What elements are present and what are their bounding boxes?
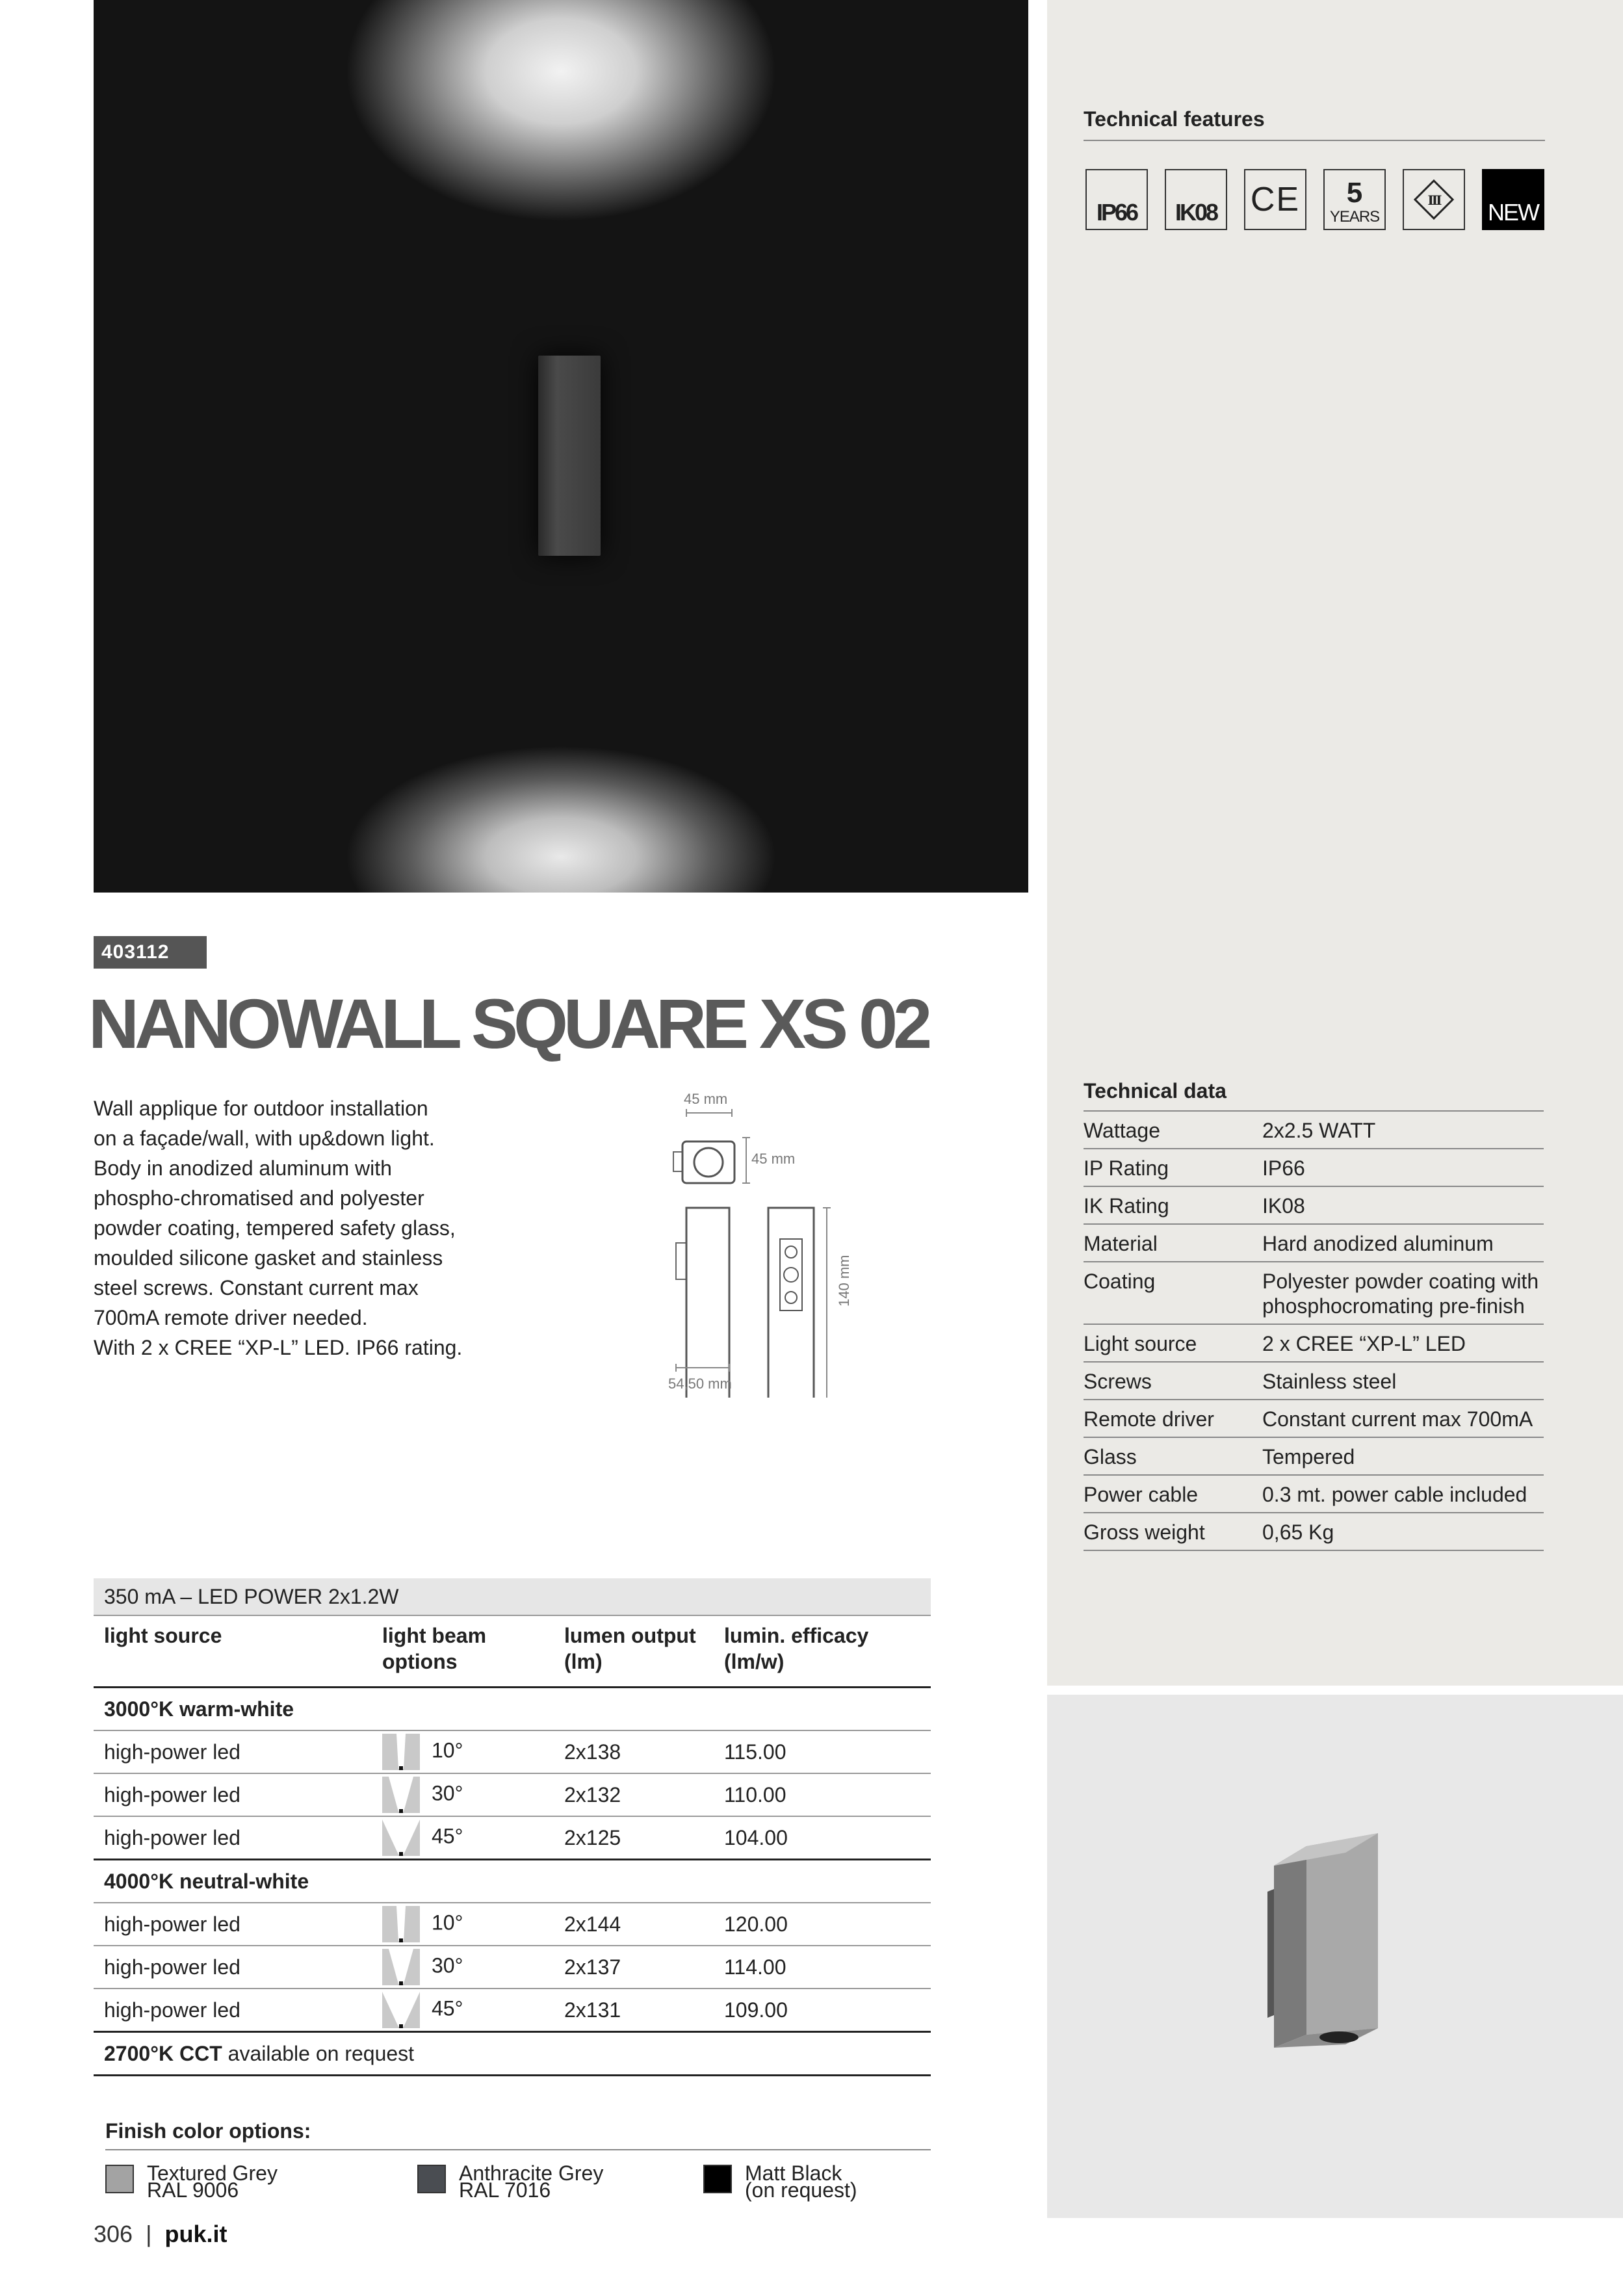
beam-10-icon (382, 1734, 420, 1770)
beam-angle: 10° (432, 1911, 463, 1935)
table-row (94, 1730, 931, 1773)
lumen-output: 2x132 (554, 1773, 714, 1816)
efficacy: 110.00 (714, 1773, 931, 1816)
spec-value: IP66 (1262, 1149, 1544, 1186)
desc-line: Wall applique for outdoor installation (94, 1097, 428, 1120)
light-source: high-power led (94, 1946, 372, 1989)
hero-photo (94, 0, 1028, 893)
table-row (1084, 1400, 1544, 1437)
led-table-heading: 350 mA – LED POWER 2x1.2W (94, 1578, 931, 1615)
spec-value: 0.3 mt. power cable included (1262, 1475, 1544, 1513)
spec-key: IK Rating (1084, 1186, 1262, 1224)
dim-depth-label: 54,50 mm (668, 1376, 732, 1392)
efficacy: 104.00 (714, 1816, 931, 1860)
technical-data-title: Technical data (1084, 1079, 1227, 1102)
new-badge-label: NEW (1488, 199, 1539, 226)
desc-line: on a façade/wall, with up&down light. (94, 1127, 435, 1150)
spec-key: Wattage (1084, 1111, 1262, 1149)
table-row (1084, 1437, 1544, 1475)
spec-value: Hard anodized aluminum (1262, 1224, 1544, 1262)
spec-key: Screws (1084, 1362, 1262, 1400)
color-swatch (105, 2165, 134, 2193)
spec-value: IK08 (1262, 1186, 1544, 1224)
spec-key: Glass (1084, 1437, 1262, 1475)
new-badge (1482, 169, 1544, 230)
spec-value: 0,65 Kg (1262, 1513, 1544, 1550)
lumen-output: 2x137 (554, 1946, 714, 1989)
finish-name: Anthracite Grey (459, 2161, 604, 2185)
finish-ral: RAL 9006 (147, 2178, 239, 2202)
desc-line: 700mA remote driver needed. (94, 1306, 368, 1329)
finish-option (703, 2161, 857, 2202)
product-description (94, 1093, 562, 1363)
spec-value: 2 x CREE “XP-L” LED (1262, 1324, 1544, 1362)
warranty-years-label: YEARS (1329, 208, 1380, 226)
spec-key: Material (1084, 1224, 1262, 1262)
efficacy: 114.00 (714, 1946, 931, 1989)
color-swatch (417, 2165, 446, 2193)
product-code: 403112 (94, 936, 207, 969)
table-row (1084, 1262, 1544, 1324)
light-source: high-power led (94, 1903, 372, 1946)
table-row (94, 1773, 931, 1816)
table-row (1084, 1324, 1544, 1362)
color-swatch (703, 2165, 732, 2193)
beam-30-icon (382, 1949, 420, 1985)
fixture-on-wall (538, 356, 601, 556)
light-source: high-power led (94, 1773, 372, 1816)
lumen-output: 2x138 (554, 1730, 714, 1773)
table-row (1084, 1111, 1544, 1149)
lumen-output: 2x131 (554, 1989, 714, 2032)
table-row (1084, 1475, 1544, 1513)
finish-name: Textured Grey (147, 2161, 278, 2185)
beam-angle: 10° (432, 1738, 463, 1762)
table-footnote (94, 2032, 931, 2076)
technical-data-table (1084, 1110, 1544, 1551)
spec-key: Coating (1084, 1262, 1262, 1324)
column-header: lumen output (lm) (554, 1615, 714, 1688)
finish-options-title: Finish color options: (105, 2119, 311, 2143)
table-row (1084, 1186, 1544, 1224)
desc-line: steel screws. Constant current max (94, 1276, 419, 1299)
efficacy: 109.00 (714, 1989, 931, 2032)
page-number: 306 (94, 2221, 133, 2247)
footnote-bold: 2700°K CCT (104, 2041, 222, 2065)
warranty-badge (1323, 169, 1386, 230)
class-iii-icon (1403, 169, 1465, 230)
light-source: high-power led (94, 1989, 372, 2032)
beam-45-icon (382, 1820, 420, 1856)
led-power-table (94, 1578, 931, 2076)
efficacy: 120.00 (714, 1903, 931, 1946)
spec-key: IP Rating (1084, 1149, 1262, 1186)
product-title: NANOWALL SQUARE XS 02 (88, 984, 928, 1063)
ip66-badge (1085, 169, 1148, 230)
warranty-years-number: 5 (1346, 177, 1363, 209)
desc-line: With 2 x CREE “XP-L” LED. IP66 rating. (94, 1336, 463, 1359)
desc-line: moulded silicone gasket and stainless (94, 1246, 443, 1270)
table-row (94, 1989, 931, 2032)
group-label: 3000°K warm-white (94, 1688, 931, 1731)
table-row (1084, 1224, 1544, 1262)
lumen-output: 2x144 (554, 1903, 714, 1946)
table-row (1084, 1149, 1544, 1186)
technical-drawing (656, 1092, 890, 1398)
light-source: high-power led (94, 1816, 372, 1860)
finish-ral: RAL 7016 (459, 2178, 551, 2202)
table-row (94, 1946, 931, 1989)
spec-value: Tempered (1262, 1437, 1544, 1475)
features-title: Technical features (1084, 107, 1265, 131)
site-link[interactable]: puk.it (164, 2221, 227, 2247)
spec-key: Gross weight (1084, 1513, 1262, 1550)
column-header: lumin. efficacy (lm/w) (714, 1615, 931, 1688)
group-label: 4000°K neutral-white (94, 1860, 931, 1903)
desc-line: powder coating, tempered safety glass, (94, 1216, 456, 1240)
finish-name: Matt Black (745, 2161, 842, 2185)
ip66-badge-label: IP66 (1096, 199, 1137, 226)
spec-value: Stainless steel (1262, 1362, 1544, 1400)
table-row (1084, 1362, 1544, 1400)
beam-angle: 30° (432, 1781, 463, 1805)
beam-30-icon (382, 1777, 420, 1813)
beam-angle: 45° (432, 1996, 463, 2020)
product-render (1267, 1820, 1384, 2074)
finish-ral: (on request) (745, 2178, 857, 2202)
dim-top-label: 45 mm (684, 1092, 728, 1107)
svg-text:III: III (1427, 192, 1440, 208)
column-header: light source (94, 1615, 372, 1688)
footer-separator: | (146, 2221, 152, 2247)
efficacy: 115.00 (714, 1730, 931, 1773)
light-source: high-power led (94, 1730, 372, 1773)
spec-key: Power cable (1084, 1475, 1262, 1513)
dim-height-label: 140 mm (836, 1255, 852, 1307)
spec-value: 2x2.5 WATT (1262, 1111, 1544, 1149)
ce-mark-badge (1244, 169, 1306, 230)
ik08-badge-label: IK08 (1175, 199, 1217, 226)
spec-value: Polyester powder coating with phosphocromating pre-finish (1262, 1262, 1544, 1324)
table-row (94, 1903, 931, 1946)
desc-line: Body in anodized aluminum with (94, 1156, 392, 1180)
table-row (94, 1816, 931, 1860)
divider (105, 2149, 931, 2150)
dim-side-label: 45 mm (751, 1151, 796, 1167)
spec-value: Constant current max 700mA (1262, 1400, 1544, 1437)
beam-angle: 30° (432, 1953, 463, 1977)
beam-10-icon (382, 1906, 420, 1942)
table-row (1084, 1513, 1544, 1550)
feature-badges (1085, 169, 1544, 230)
spec-key: Remote driver (1084, 1400, 1262, 1437)
ik08-badge (1165, 169, 1227, 230)
footnote-text: available on request (222, 2041, 415, 2065)
desc-line: phospho-chromatised and polyester (94, 1186, 424, 1210)
finish-option (105, 2161, 278, 2202)
beam-45-icon (382, 1992, 420, 2028)
page-footer (94, 2221, 227, 2248)
finish-option (417, 2161, 604, 2202)
beam-angle: 45° (432, 1824, 463, 1848)
spec-key: Light source (1084, 1324, 1262, 1362)
ce-mark-label: CE (1250, 181, 1301, 218)
column-header: light beam options (372, 1615, 554, 1688)
divider (1084, 140, 1545, 141)
lumen-output: 2x125 (554, 1816, 714, 1860)
